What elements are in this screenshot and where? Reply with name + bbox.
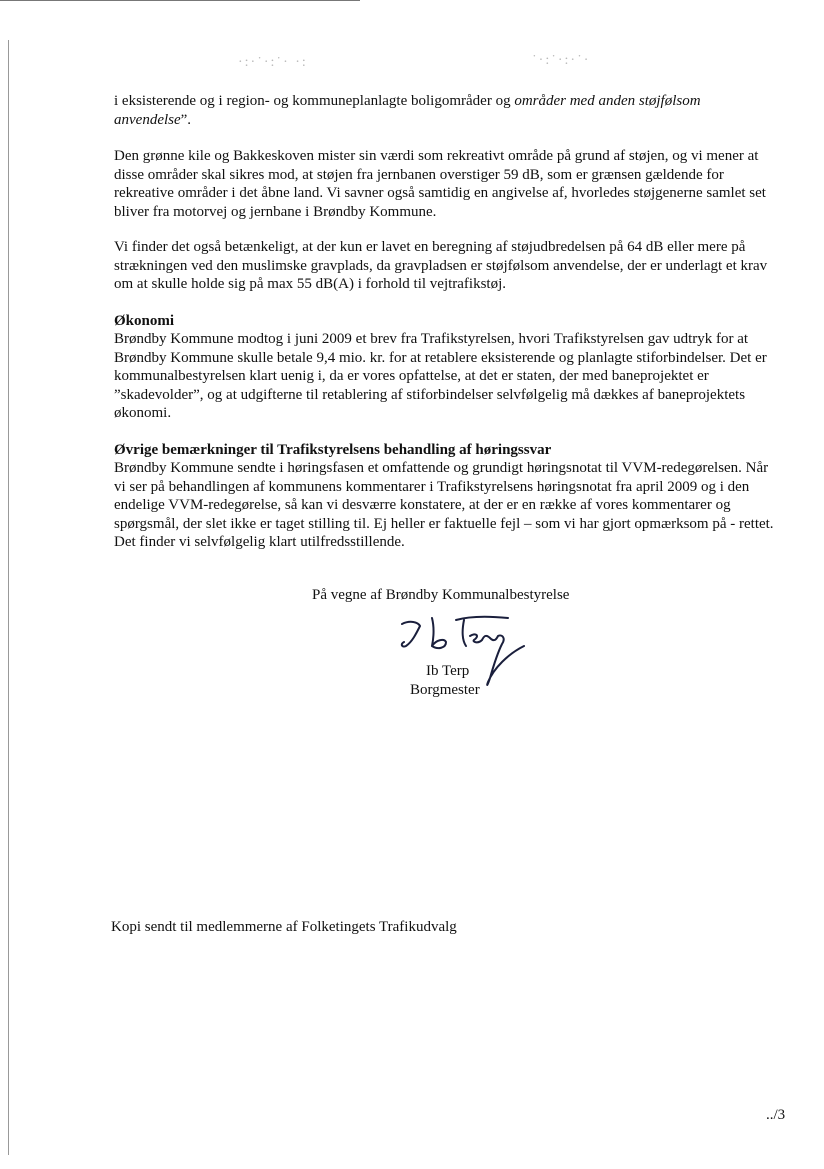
paragraph-residential	[114, 92, 774, 129]
paragraph-residential-suffix: ”.	[180, 111, 192, 128]
paragraph-burial-ground: Vi finder det også betænkeligt, at der kun er lavet en beregning af støjudbredelsen på 64 dB eller mere på strækningen ved den muslimske gravplads, da gravpladsen er støjfølsom anvendelse, der er underlagt et krav om at skulle holde sig på max 55 dB(A) i forhold til vejtrafikstøj.	[114, 239, 768, 292]
scan-noise: ·:·˙·:˙· ·:	[238, 55, 308, 70]
copy-recipients-note: Kopi sendt til medlemmerne af Folketingets Trafikudvalg	[111, 919, 457, 935]
on-behalf-line: På vegne af Brøndby Kommunalbestyrelse	[312, 587, 570, 603]
paragraph-residential-prefix: i eksisterende og i region- og kommuneplanlagte boligområder og	[114, 93, 515, 109]
paragraph-green-wedge: Den grønne kile og Bakkeskoven mister sin værdi som rekreativt område på grund af støjen, og vi mener at disse områder skal sikres mod, at støjen fra jernbanen overstiger 59 dB, som er grænsen gældende for rekreative områder i det åbne land. Vi savner også samtidig en angivelse af, hvorledes støjgenerne samlet set bliver fra motorvej og jernbane i Brøndby Kommune.	[114, 148, 766, 220]
page-left-rule	[8, 40, 9, 1155]
remarks-body: Brøndby Kommune sendte i høringsfasen et omfattende og grundigt høringsnotat til VVM-redegørelsen. Når vi ser på behandlingen af kommunens kommentarer i Trafikstyrelsens høringsnotat fra april 2009 og i den endelige VVM-redegørelse, så kan vi desværre konstatere, at der er en række af vores kommentarer og spørgsmål, der slet ikke er taget stilling til. Ej heller er faktuelle fejl – som vi har gjort opmærksom på - rettet. Det finder vi selvfølgelig klart utilfredsstillende.	[114, 460, 774, 550]
paragraph-residential-emphasis: områder med anden støjfølsom anvendelse	[114, 93, 701, 128]
remarks-heading: Øvrige bemærkninger til Trafikstyrelsens behandling af høringssvar	[114, 442, 552, 458]
signatory-name: Ib Terp	[426, 663, 470, 679]
economy-heading: Økonomi	[114, 313, 175, 329]
page-continuation-marker: ../3	[766, 1107, 786, 1123]
signatory-title: Borgmester	[410, 682, 480, 698]
economy-body: Brøndby Kommune modtog i juni 2009 et brev fra Trafikstyrelsen, hvori Trafikstyrelsen gav udtryk for at Brøndby Kommune skulle betale 9,4 mio. kr. for at retablere eksisterende og planlagte stiforbindelser. Det er kommunalbestyrelsen klart uenig i, da er vores opfattelse, at det er staten, der med baneprojektet er ”skadevolder”, og at udgifterne til retablering af stiforbindelser selvfølgelig må dækkes af baneprojektets økonomi.	[114, 331, 767, 421]
page-top-rule	[0, 0, 360, 1]
scan-noise: ˙·:˙·:·˙·	[532, 53, 591, 68]
